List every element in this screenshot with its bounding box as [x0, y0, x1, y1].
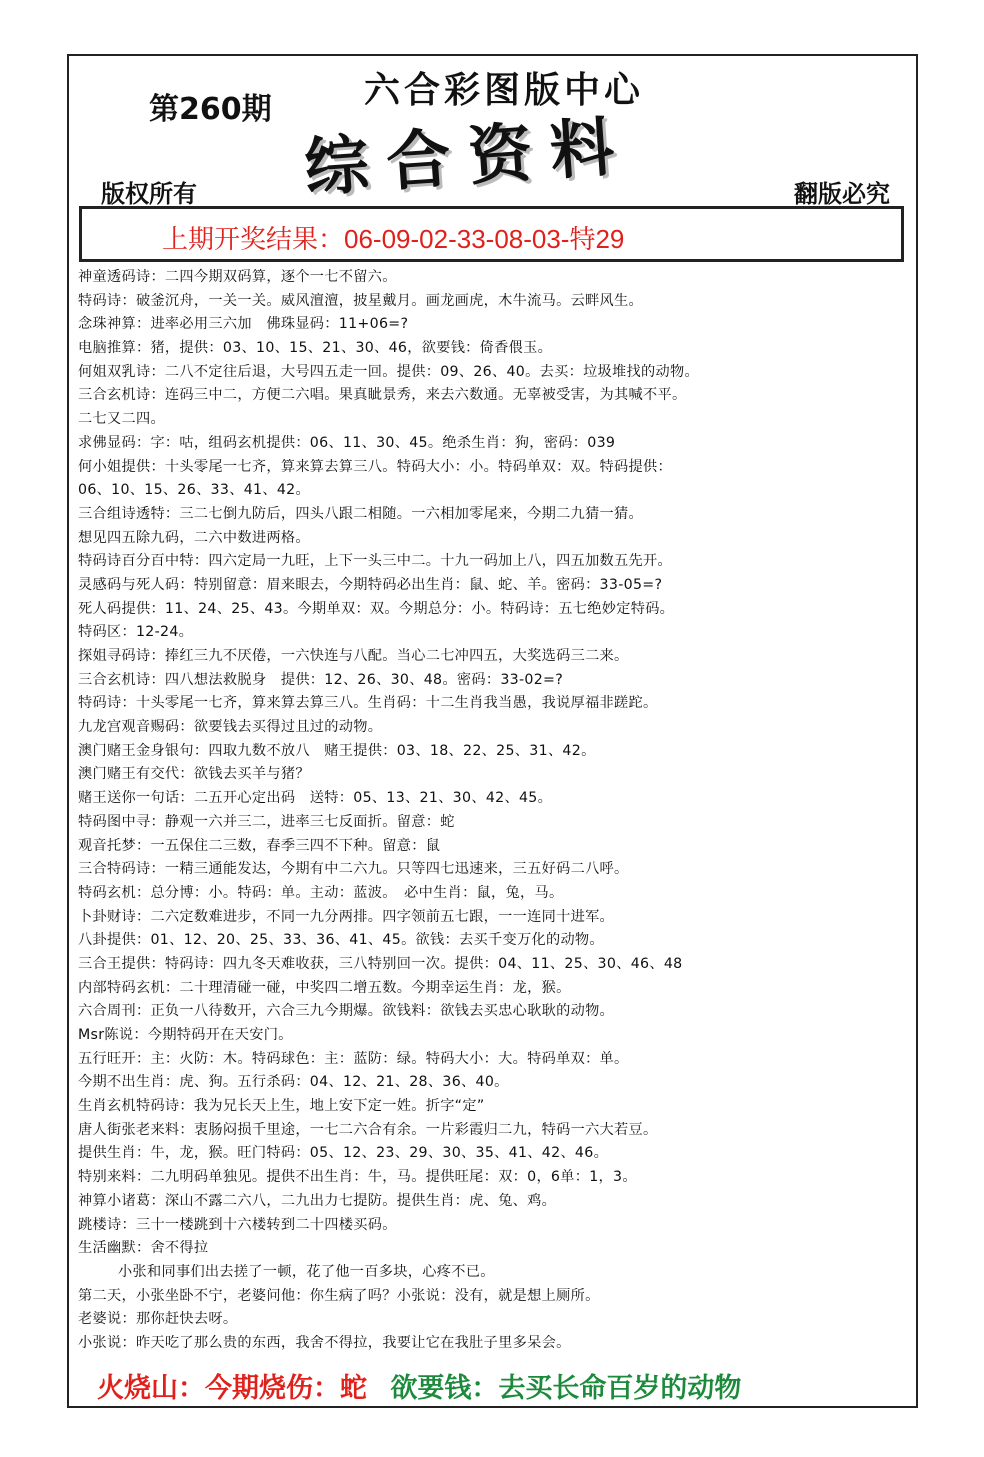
- result-text: 上期开奖结果：06-09-02-33-08-03-特29: [162, 224, 625, 254]
- text-line: 特码区：12-24。: [78, 624, 194, 641]
- center-title: 六合彩图版中心: [364, 69, 645, 111]
- text-line: 念珠神算：进率必用三六加 佛珠显码：11+06=?: [78, 316, 409, 333]
- text-line: 赌王送你一句话：二五开心定出码 送特：05、13、21、30、42、45。: [78, 790, 553, 807]
- text-line: 内部特码玄机：二十理清碰一碰，中奖四二增五数。今期幸运生肖：龙，猴。: [78, 979, 571, 996]
- text-line: 小张说：昨天吃了那么贵的东西，我舍不得拉，我要让它在我肚子里多呆会。: [78, 1334, 571, 1351]
- text-line: 灵感码与死人码：特别留意：眉来眼去，今期特码必出生肖：鼠、蛇、羊。密码：33-05=?: [78, 576, 663, 593]
- text-line: 探姐寻码诗：捧红三九不厌倦，一六快连与八配。当心二七冲四五，大奖选码三二来。: [78, 648, 629, 664]
- text-line: 生活幽默：舍不得拉: [78, 1240, 209, 1257]
- text-line: 二七又二四。: [78, 411, 165, 428]
- text-line: 神童透码诗：二四今期双码算，逐个一七不留六。: [78, 269, 397, 285]
- text-line: 特码诗百分百中特：四六定局一九旺，上下一头三中二。十九一码加上八，四五加数五先开。: [78, 553, 672, 570]
- text-line: 跳楼诗：三十一楼跳到十六楼转到二十四楼买码。: [78, 1216, 397, 1233]
- copyright-left: 版权所有: [101, 179, 197, 208]
- text-line: 九龙宫观音赐码：欲要钱去买得过且过的动物。: [78, 719, 383, 736]
- text-line: 提供生肖：牛，龙，猴。旺门特码：05、12、23、29、30、35、41、42、46。: [78, 1145, 609, 1162]
- text-line: 想见四五除九码，二六中数进两格。: [78, 529, 310, 546]
- text-line: 死人码提供：11、24、25、43。今期单双：双。今期总分：小。特码诗：五七绝妙定特码。: [78, 600, 675, 617]
- text-line: 八卦提供：01、12、20、25、33、36、41、45。欲钱：去买千变万化的动物。: [78, 932, 604, 949]
- text-line: Msr陈说：今期特码开在天安门。: [78, 1027, 293, 1043]
- result-box: [79, 206, 904, 262]
- text-line: 特别来料：二九明码单独见。提供不出生肖：牛，马。提供旺尾：双：0，6单：1，3。: [78, 1169, 637, 1186]
- text-line: 特码玄机：总分博：小。特码：单。主动：蓝波。 必中生肖：鼠，兔，马。: [78, 884, 564, 901]
- text-line: 生肖玄机特码诗：我为兄长天上生，地上安下定一姓。折字“定”: [78, 1098, 485, 1115]
- footer-red-text: 火烧山：今期烧伤：蛇: [97, 1373, 367, 1404]
- text-line: 何小姐提供：十头零尾一七齐，算来算去算三八。特码大小：小。特码单双：双。特码提供：: [78, 458, 672, 475]
- text-line: 特码图中寻：静观一六并三二，进率三七反面折。留意：蛇: [78, 813, 455, 830]
- text-line: 六合周刊：正负一八待数开，六合三九今期爆。欲钱料：欲钱去买忠心耿耿的动物。: [78, 1003, 615, 1020]
- main-title: 综合资料: [302, 108, 635, 207]
- text-line: 唐人街张老来料：衷肠闷损千里途，一七二六合有余。一片彩霞归二九，特码一六大若豆。: [78, 1121, 658, 1138]
- text-line: 三合特码诗：一精三通能发达，今期有中二六九。只等四七迅速来，三五好码二八呼。: [78, 861, 629, 878]
- text-line: 第二天，小张坐卧不宁，老婆问他：你生病了吗？小张说：没有，就是想上厕所。: [78, 1287, 600, 1304]
- text-line: 电脑推算：猪，提供：03、10、15、21、30、46，欲要钱：倚香偎玉。: [78, 340, 553, 357]
- text-line: 特码诗：破釜沉舟，一关一关。威风澶澶，披星戴月。画龙画虎，木牛流马。云畔风生。: [78, 292, 644, 309]
- text-line: 三合王提供：特码诗：四九冬天难收获，三八特别回一次。提供：04、11、25、30、46、48: [78, 955, 683, 972]
- copyright-right: 翻版必究: [794, 179, 890, 208]
- text-line: 三合玄机诗：连码三中二，方便二六唱。果真眦景秀，来去六数通。无辜被受害，为其喊不平。: [78, 387, 687, 404]
- content-lines: [78, 266, 912, 1356]
- issue-number: 第260期: [149, 92, 272, 127]
- text-line: 观音托梦：一五保住二三数，春季三四不下种。留意：鼠: [78, 837, 441, 854]
- footer-green-text: 欲要钱：去买长命百岁的动物: [390, 1373, 742, 1404]
- text-line: 三合玄机诗：四八想法救脱身 提供：12、26、30、48。密码：33-02=?: [78, 671, 564, 688]
- text-line: 神算小诸葛：深山不露二六八，二九出力七提防。提供生肖：虎、兔、鸡。: [78, 1192, 557, 1209]
- text-line: 澳门赌王有交代：欲钱去买羊与猪？: [78, 766, 310, 783]
- text-line: 卜卦财诗：二六定数难进步，不同一九分两排。四字领前五七跟，一一连同十进军。: [78, 908, 615, 925]
- page-frame: [67, 54, 918, 1408]
- text-line: 五行旺开：主：火防：木。特码球色：主：蓝防：绿。特码大小：大。特码单双：单。: [78, 1050, 629, 1067]
- text-line: 小张和同事们出去搓了一顿，花了他一百多块，心疼不已。: [118, 1263, 495, 1280]
- text-line: 特码诗：十头零尾一七齐，算来算去算三八。生肖码：十二生肖我当愚，我说厚福非蹉跎。: [78, 695, 658, 712]
- text-line: 06、10、15、26、33、41、42。: [78, 482, 310, 499]
- text-line: 今期不出生肖：虎、狗。五行杀码：04、12、21、28、36、40。: [78, 1074, 509, 1091]
- text-line: 澳门赌王金身银句：四取九数不放八 赌王提供：03、18、22、25、31、42。: [78, 742, 596, 759]
- text-line: 三合组诗透特：三二七倒九防后，四头八跟二相随。一六相加零尾来，今期二九猜一猜。: [78, 505, 644, 522]
- text-line: 何姐双乳诗：二八不定往后退，大号四五走一回。提供：09、26、40。去买：垃圾堆找的动物。: [78, 363, 699, 380]
- footer: [97, 1366, 741, 1405]
- text-line: 求佛显码：字：咕，组码玄机提供：06、11、30、45。绝杀生肖：狗，密码：039: [78, 434, 616, 451]
- text-line: 老婆说：那你赶快去呀。: [78, 1311, 238, 1328]
